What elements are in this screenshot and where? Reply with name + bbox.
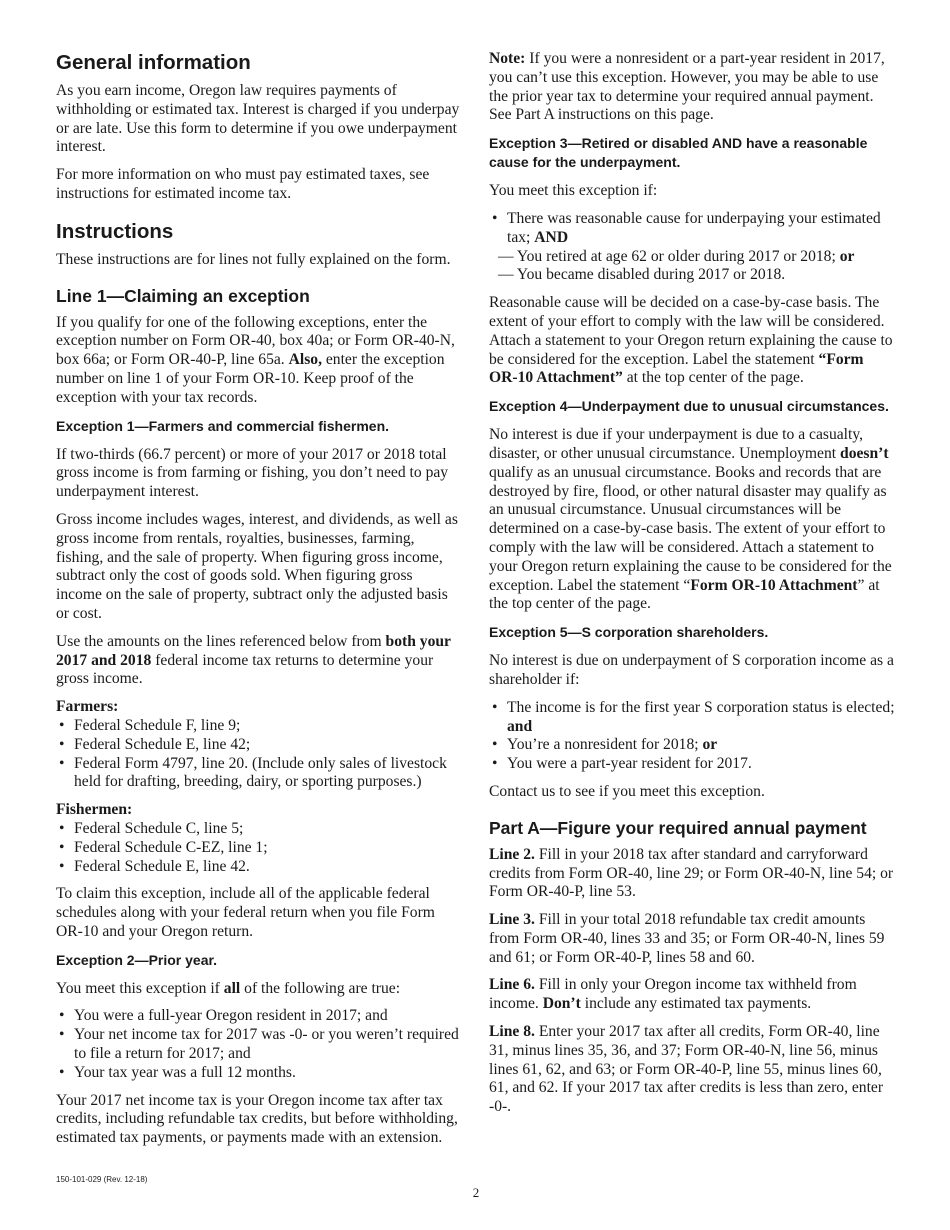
list-item: • Federal Schedule C, line 5;	[56, 820, 462, 839]
list-item: • Your net income tax for 2017 was -0- or you weren’t required to file a return for 2017; and	[56, 1026, 462, 1064]
line6-paragraph: Line 6. Fill in only your Oregon income tax withheld from income. Don’t include any estimated tax payments.	[489, 976, 857, 1013]
line1-heading: Line 1—Claiming an exception	[56, 285, 310, 306]
line1-paragraph: If you qualify for one of the following exceptions, enter the exception number on Form OR-40, box 40a; or Form OR-40-N, box 66a; or Form OR-40-P, line 65a. Also, enter the exception number on line 1 of your Form OR-10. Keep proof of the exception with your tax records.	[56, 313, 455, 406]
form-revision-code: 150-101-029 (Rev. 12-18)	[56, 1175, 148, 1184]
left-column	[56, 50, 462, 1157]
general-info-paragraph: As you earn income, Oregon law requires payments of withholding or estimated tax. Interest is charged if you underpay or are late. Use this form to determine if you owe underpayment interest.	[56, 82, 460, 156]
line3-paragraph: Line 3. Fill in your total 2018 refundable tax credit amounts from Form OR-40, lines 33 and 35; or Form OR-40-N, lines 59 and 61; or Form OR-40-P, lines 58 and 60.	[489, 911, 885, 966]
list-item: • Federal Schedule E, line 42.	[56, 858, 462, 877]
exception3-sublist	[489, 248, 895, 286]
list-item: • There was reasonable cause for underpaying your estimated tax; AND	[489, 210, 895, 248]
page-number: 2	[472, 1185, 480, 1200]
fishermen-list	[56, 820, 462, 876]
list-item: • Federal Schedule E, line 42;	[56, 736, 462, 755]
instructions-heading: Instructions	[56, 219, 174, 243]
list-item: • You were a part-year resident for 2017.	[489, 755, 895, 774]
exception1-heading: Exception 1—Farmers and commercial fishermen.	[56, 417, 390, 434]
list-item: • Federal Form 4797, line 20. (Include only sales of livestock held for drafting, breeding, dairy, or sporting purposes.)	[56, 755, 462, 793]
note-paragraph: Note: If you were a nonresident or a part-year resident in 2017, you can’t use this exception. However, you may be able to use the prior year tax to determine your required annual payment. See Part A instructions on this page.	[489, 50, 885, 124]
list-item: • Federal Schedule C-EZ, line 1;	[56, 839, 462, 858]
list-item: — You became disabled during 2017 or 2018.	[498, 266, 786, 284]
exception4-heading: Exception 4—Underpayment due to unusual circumstances.	[489, 398, 889, 415]
exception5-heading: Exception 5—S corporation shareholders.	[489, 624, 769, 641]
exception3-paragraph-1: You meet this exception if:	[489, 182, 658, 200]
list-item: • You’re a nonresident for 2018; or	[489, 736, 895, 755]
instructions-paragraph: These instructions are for lines not fully explained on the form.	[56, 250, 451, 268]
exception1-paragraph-2: Gross income includes wages, interest, and dividends, as well as gross income from rentals, royalties, businesses, farming, fishing, and the sale of property. When figuring gross income, subtract only the cost of goods sold. When figuring gross income on the sale of property, subtract only the adjusted basis or cost.	[56, 510, 458, 622]
exception3-paragraph-2: Reasonable cause will be decided on a case-by-case basis. The extent of your effort to comply with the law will be considered. Attach a statement to your Oregon return explaining the cause to be considered for the exception. Label the statement “Form OR-10 Attachment” at the top center of the page.	[489, 294, 893, 387]
exception3-heading: Exception 3—Retired or disabled AND have a reasonable cause for the underpayment.	[489, 135, 868, 171]
exception2-list	[56, 1007, 462, 1082]
general-information-heading: General information	[56, 51, 251, 74]
exception4-paragraph: No interest is due if your underpayment is due to a casualty, disaster, or other unusual circumstance. Unemployment doesn’t qualify as an unusual circumstance. Books and records that are destroyed by fire, flood, or other natural disaster may qualify as an unusual circumstance. Unusual circumstances will be determined on a case-by-case basis. The extent of your effort to comply with the law will be considered. Attach a statement to your Oregon return explaining the cause to be considered for the exception. Label the statement “Form OR-10 Attachment” at the top center of the page.	[489, 426, 892, 613]
exception2-paragraph-2: Your 2017 net income tax is your Oregon income tax after tax credits, including refundable tax credits, but before withholding, estimated tax payments, or payments made with an extension.	[56, 1091, 458, 1147]
exception1-paragraph-3: Use the amounts on the lines referenced below from both your 2017 and 2018 federal income tax returns to determine your gross income.	[56, 632, 451, 688]
general-info-more-paragraph: For more information on who must pay estimated taxes, see instructions for estimated income tax.	[56, 166, 430, 202]
right-column	[489, 50, 895, 1126]
list-item: • The income is for the first year S corporation status is elected; and	[489, 699, 895, 737]
line8-paragraph: Line 8. Enter your 2017 tax after all credits, Form OR-40, line 31, minus lines 35, 36, and 37; Form OR-40-N, line 56, minus lines 61, 62, and 63; or Form OR-40-P, line 55, minus lines 60, 61, and 62. If your 2017 tax after credits is less than zero, enter -0-.	[489, 1023, 884, 1116]
exception2-paragraph-1: You meet this exception if all of the following are true:	[56, 979, 401, 997]
list-item: — You retired at age 62 or older during 2017 or 2018; or	[498, 247, 855, 265]
exception5-paragraph-2: Contact us to see if you meet this exception.	[489, 782, 765, 800]
exception2-heading: Exception 2—Prior year.	[56, 951, 218, 968]
part-a-heading: Part A—Figure your required annual payment	[489, 817, 867, 838]
list-item: • You were a full-year Oregon resident in 2017; and	[56, 1007, 462, 1026]
exception5-paragraph-1: No interest is due on underpayment of S corporation income as a shareholder if:	[489, 652, 894, 688]
fishermen-label: Fishermen:	[56, 801, 133, 819]
exception1-paragraph-4: To claim this exception, include all of the applicable federal schedules along with your federal return when you file Form OR-10 and your Oregon return.	[56, 885, 435, 940]
exception5-list	[489, 699, 895, 774]
farmers-label: Farmers:	[56, 698, 119, 716]
exception1-paragraph-1: If two-thirds (66.7 percent) or more of your 2017 or 2018 total gross income is from farming or fishing, you don’t need to pay underpayment interest.	[56, 445, 449, 501]
list-item: • Federal Schedule F, line 9;	[56, 717, 462, 736]
list-item: • Your tax year was a full 12 months.	[56, 1064, 462, 1083]
farmers-list	[56, 717, 462, 792]
exception3-list	[489, 210, 895, 248]
line2-paragraph: Line 2. Fill in your 2018 tax after standard and carryforward credits from Form OR-40, line 29; or Form OR-40-N, line 54; or Form OR-40-P, line 53.	[489, 845, 894, 901]
